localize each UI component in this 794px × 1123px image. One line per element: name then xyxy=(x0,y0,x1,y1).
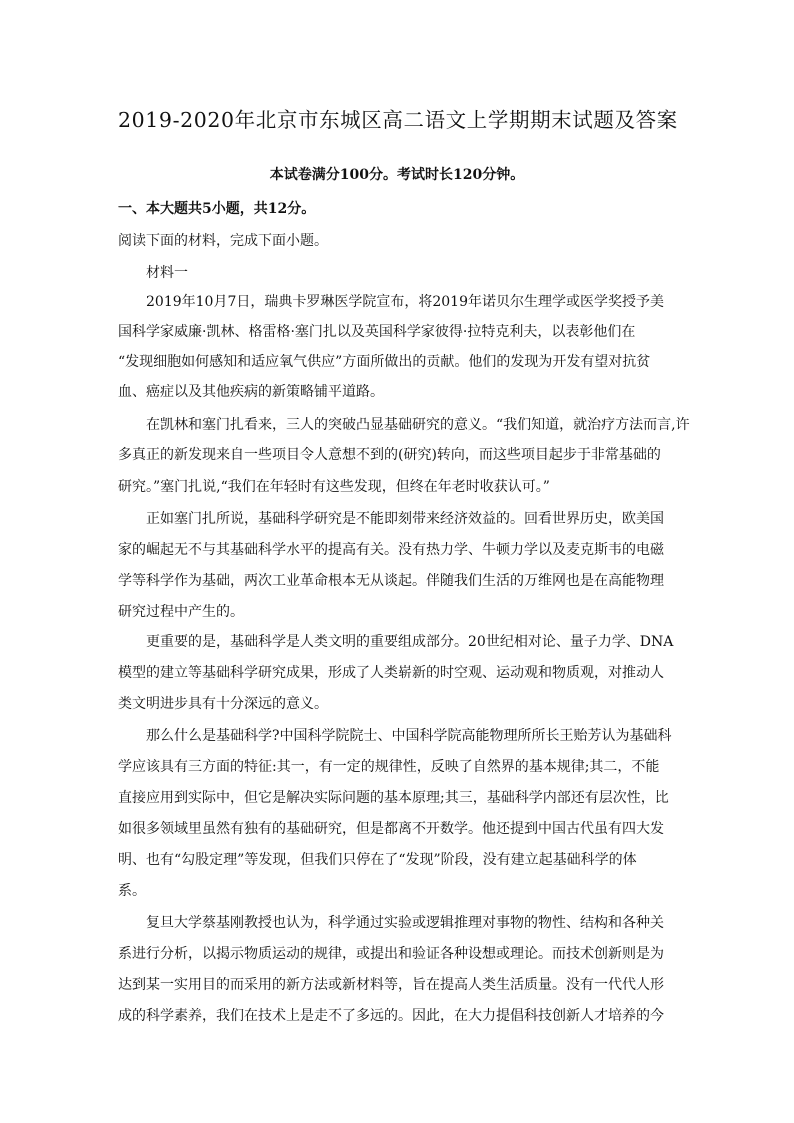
paragraph-line: 复旦大学蔡基刚教授也认为，科学通过实验或逻辑推理对事物的物性、结构和各种关 xyxy=(146,915,664,931)
paragraph-line: 研究。”塞门扎说,“我们在年轻时有这些发现，但终在年老时收获认可。” xyxy=(118,479,550,495)
section-heading: 一、本大题共5小题，共12分。 xyxy=(118,201,316,217)
paragraph-line: 如很多领域里虽然有独有的基础研究，但是都离不开数学。他还提到中国古代虽有四大发 xyxy=(118,821,664,837)
paragraph-line: 模型的建立等基础科学研究成果，形成了人类崭新的时空观、运动观和物质观，对推动人 xyxy=(118,665,664,681)
paragraph-line: 更重要的是，基础科学是人类文明的重要组成部分。20世纪相对论、量子力学、DNA xyxy=(146,634,674,650)
paragraph-line: 国科学家威廉·凯林、格雷格·塞门扎以及英国科学家彼得·拉特克利夫，以表彰他们在 xyxy=(118,324,636,340)
instruction-text: 阅读下面的材料，完成下面小题。 xyxy=(118,233,328,249)
paragraph-line: 系。 xyxy=(118,883,146,899)
paragraph-line: 正如塞门扎所说，基础科学研究是不能即刻带来经济效益的。回看世界历史，欧美国 xyxy=(146,511,664,527)
paragraph-line: 那么什么是基础科学?中国科学院院士、中国科学院高能物理所所长王贻芳认为基础科 xyxy=(146,728,672,744)
document-title: 2019-2020年北京市东城区高二语文上学期期末试题及答案 xyxy=(118,108,678,132)
paragraph-line: 类文明进步具有十分深远的意义。 xyxy=(118,696,328,712)
material-label: 材料一 xyxy=(146,265,188,281)
paragraph-line: 2019年10月7日，瑞典卡罗琳医学院宣布，将2019年诺贝尔生理学或医学奖授予美 xyxy=(146,294,664,310)
exam-info: 本试卷满分100分。考试时长120分钟。 xyxy=(269,167,525,183)
paragraph-line: 成的科学素养，我们在技术上是走不了多远的。因此，在大力提倡科技创新人才培养的今 xyxy=(118,1008,664,1024)
paragraph-line: “发现细胞如何感知和适应氧气供应”方面所做出的贡献。他们的发现为开发有望对抗贫 xyxy=(118,354,651,370)
paragraph-line: 学应该具有三方面的特征:其一，有一定的规律性，反映了自然界的基本规律;其二，不能 xyxy=(118,759,660,775)
paragraph-line: 学等科学作为基础，两次工业革命根本无从谈起。伴随我们生活的万维网也是在高能物理 xyxy=(118,573,664,589)
paragraph-line: 在凯林和塞门扎看来，三人的突破凸显基础研究的意义。“我们知道，就治疗方法而言,许 xyxy=(146,417,690,433)
paragraph-line: 家的崛起无不与其基础科学水平的提高有关。没有热力学、牛顿力学以及麦克斯韦的电磁 xyxy=(118,542,664,558)
paragraph-line: 达到某一实用目的而采用的新方法或新材料等，旨在提高人类生活质量。没有一代代人形 xyxy=(118,977,664,993)
paragraph-line: 研究过程中产生的。 xyxy=(118,604,244,620)
paragraph-line: 直接应用到实际中，但它是解决实际问题的基本原理;其三，基础科学内部还有层次性，比 xyxy=(118,790,669,806)
paragraph-line: 明、也有“勾股定理”等发现，但我们只停在了“发现”阶段，没有建立起基础科学的体 xyxy=(118,852,637,868)
paragraph-line: 系进行分析，以揭示物质运动的规律，或提出和验证各种设想或理论。而技术创新则是为 xyxy=(118,946,664,962)
paragraph-line: 血、癌症以及其他疾病的新策略铺平道路。 xyxy=(118,384,384,400)
paragraph-line: 多真正的新发现来自一些项目令人意想不到的(研究)转向，而这些项目起步于非常基础的 xyxy=(118,447,661,463)
